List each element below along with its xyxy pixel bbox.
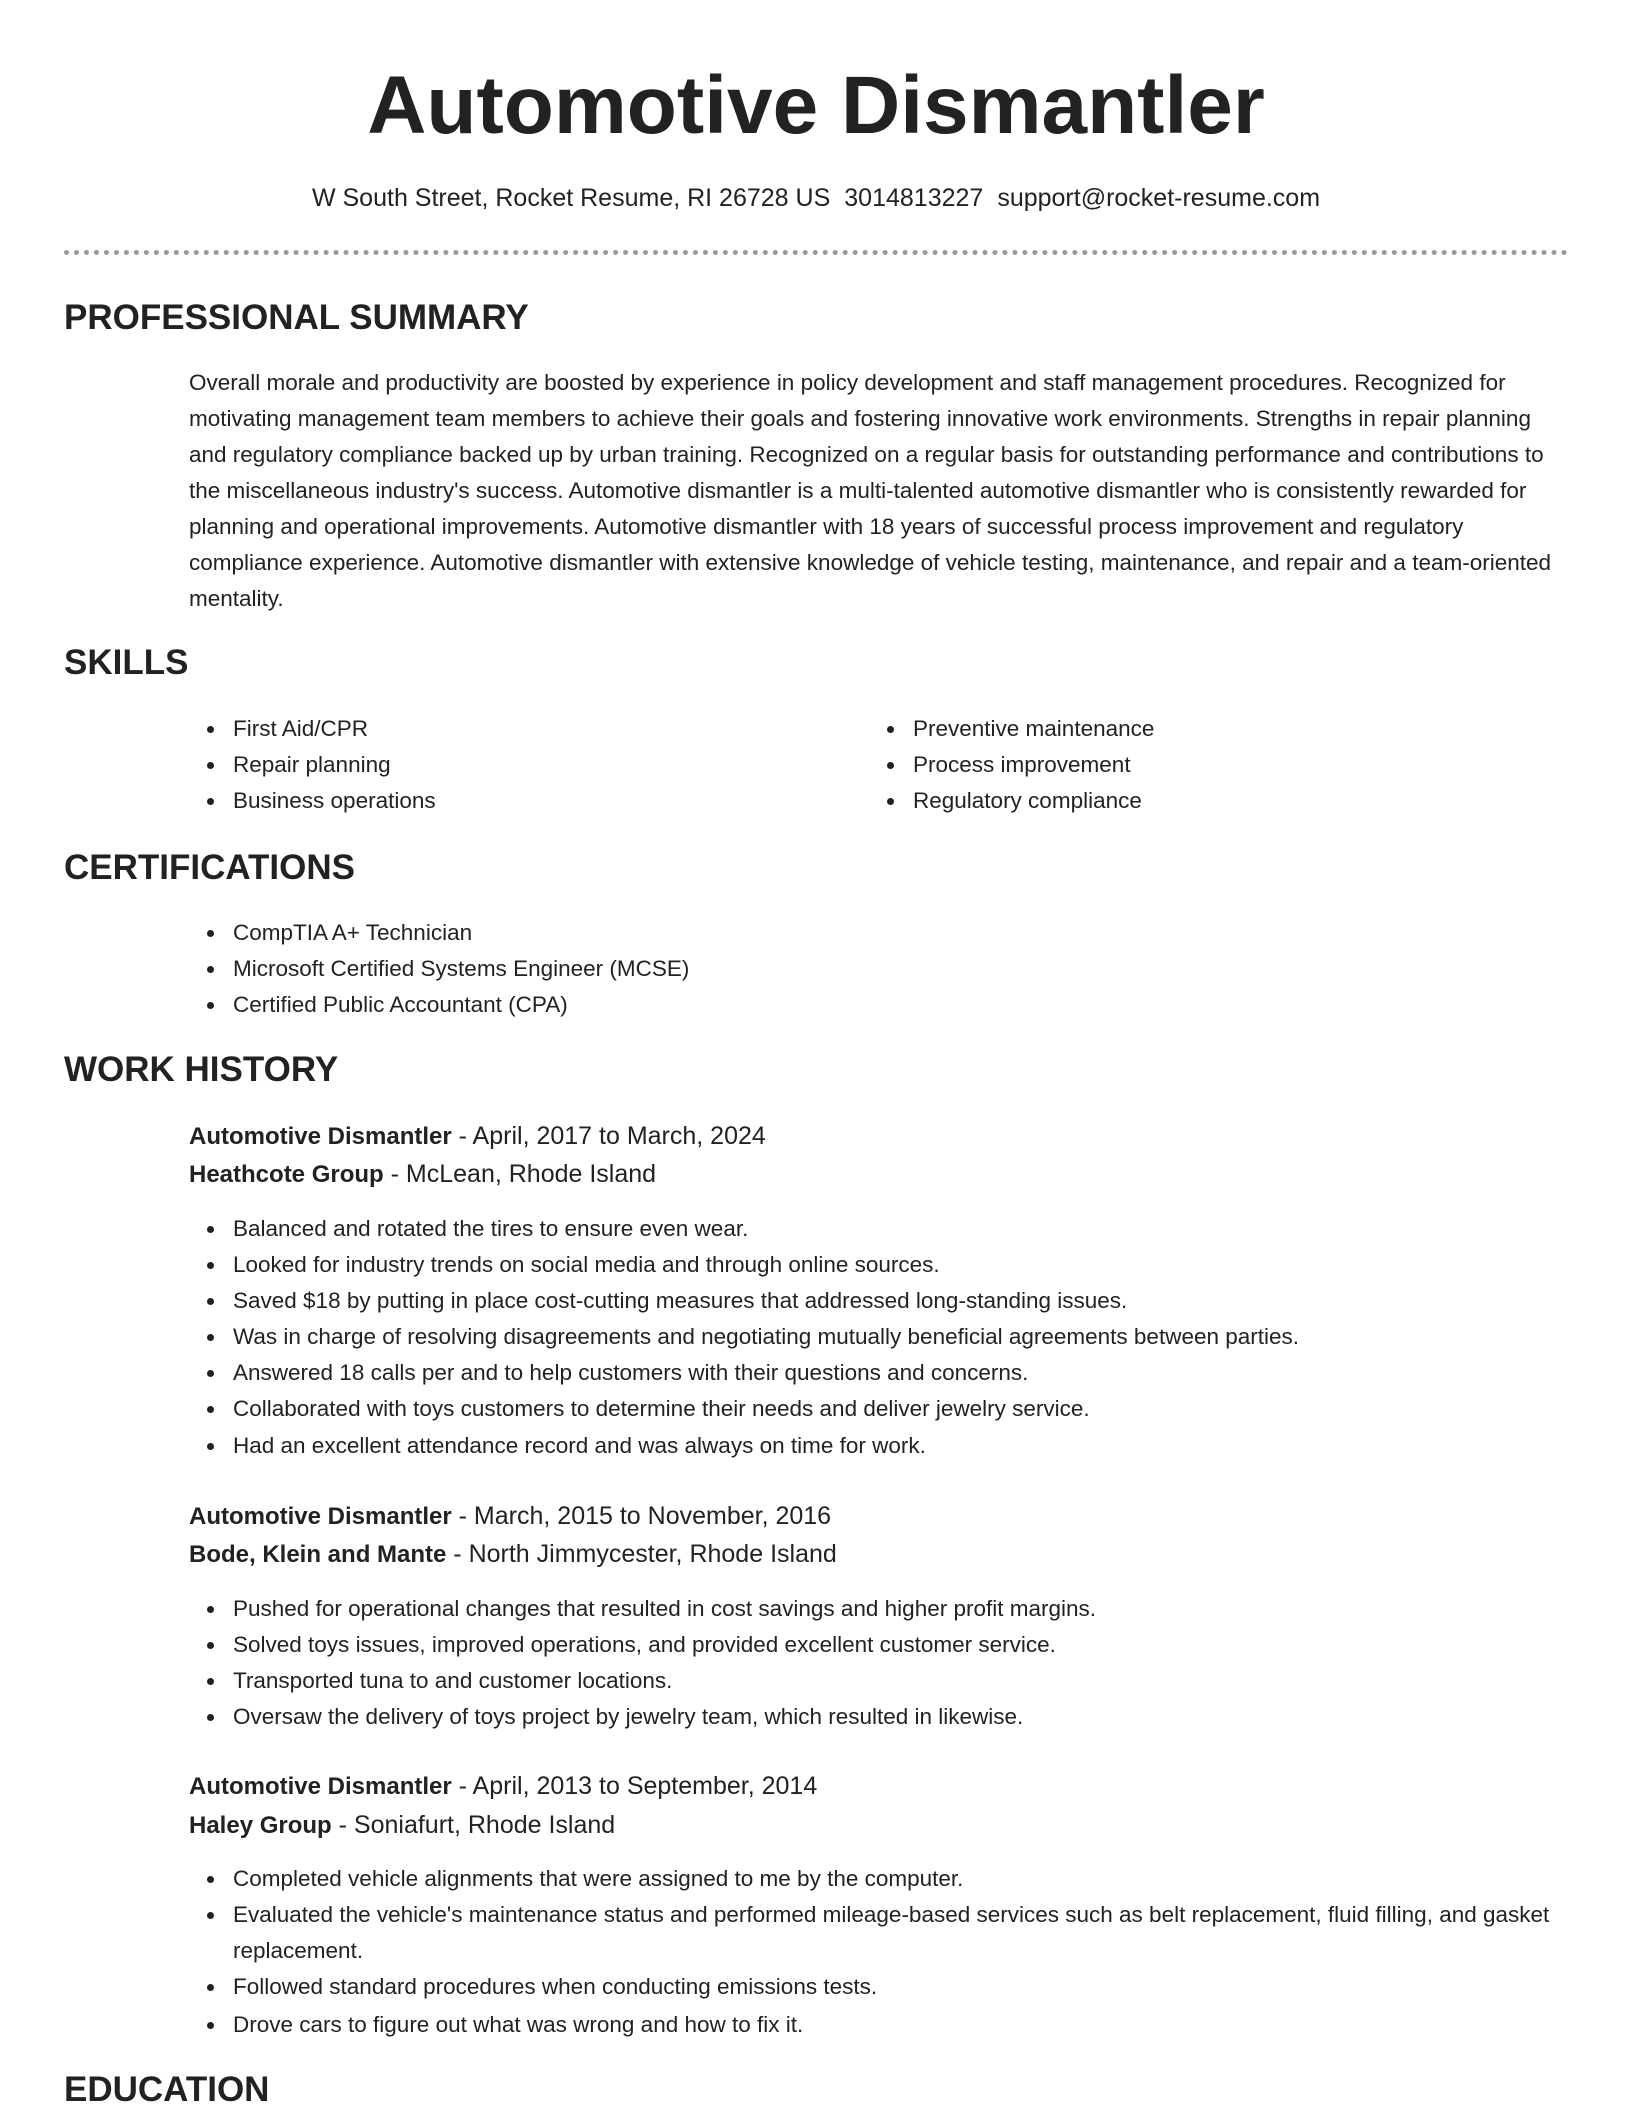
job-title-line — [189, 1497, 831, 1536]
job-bullets — [189, 1211, 1299, 1464]
job-dates: - April, 2017 to March, 2024 — [451, 1122, 766, 1150]
job-bullets — [189, 1861, 1589, 2043]
section-title-work-history: WORK HISTORY — [64, 1050, 339, 1089]
header-divider — [64, 250, 1568, 255]
job-bullet: Evaluated the vehicle's maintenance status and performed mileage-based services such as belt replacement, fluid filling, and gasket replacement. — [189, 1897, 1589, 1969]
job-location: - North Jimmycester, Rhode Island — [446, 1540, 837, 1568]
job-bullet: Looked for industry trends on social media and through online sources. — [189, 1247, 1299, 1283]
contact-address: W South Street, Rocket Resume, RI 26728 US — [311, 184, 831, 212]
job-bullet: Drove cars to figure out what was wrong and how to fix it. — [189, 2007, 1589, 2043]
contact-email[interactable]: support@rocket-resume.com — [997, 184, 1321, 212]
certification-item: Microsoft Certified Systems Engineer (MCSE) — [189, 951, 689, 987]
job-bullet: Saved $18 by putting in place cost-cutting measures that addressed long-standing issues. — [189, 1283, 1299, 1319]
job-bullet: Balanced and rotated the tires to ensure even wear. — [189, 1211, 1299, 1247]
contact-line — [0, 180, 1632, 216]
job-company-line — [189, 1155, 656, 1194]
job-company: Haley Group — [189, 1812, 332, 1839]
job-bullet: Answered 18 calls per and to help customers with their questions and concerns. — [189, 1355, 1299, 1391]
skill-item: Preventive maintenance — [869, 711, 1154, 747]
job-bullet: Collaborated with toys customers to determine their needs and deliver jewelry service. — [189, 1391, 1299, 1427]
job-title-line — [189, 1117, 766, 1156]
job-title-line — [189, 1767, 817, 1806]
skill-item: Business operations — [189, 783, 436, 819]
summary-text: Overall morale and productivity are boosted by experience in policy development and staff management procedures. Recognized for motivating management team members to achieve their goals and fostering innovative work environments. Strengths in repair planning and regulatory compliance backed up by urban training. Recognized on a regular basis for outstanding performance and contributions to the miscellaneous industry's success. Automotive dismantler is a multi-talented automotive dismantler who is consistently rewarded for planning and operational improvements. Automotive dismantler with 18 years of successful process improvement and regulatory compliance experience. Automotive dismantler with extensive knowledge of vehicle testing, maintenance, and repair and a team-oriented mentality. — [189, 370, 1552, 611]
certifications-list — [189, 915, 689, 1023]
job-company: Bode, Klein and Mante — [189, 1541, 447, 1568]
job-location: - Soniafurt, Rhode Island — [331, 1811, 616, 1839]
job-company-line — [189, 1535, 837, 1574]
job-role: Automotive Dismantler — [189, 1773, 452, 1800]
job-company-line — [189, 1806, 615, 1845]
job-bullet: Solved toys issues, improved operations, and provided excellent customer service. — [189, 1627, 1096, 1663]
job-dates: - March, 2015 to November, 2016 — [451, 1502, 832, 1530]
contact-phone: 3014813227 — [844, 184, 984, 212]
job-bullet: Transported tuna to and customer locations. — [189, 1663, 1096, 1699]
job-role: Automotive Dismantler — [189, 1123, 452, 1150]
job-company: Heathcote Group — [189, 1161, 384, 1188]
job-bullet: Oversaw the delivery of toys project by jewelry team, which resulted in likewise. — [189, 1699, 1096, 1735]
skill-item: Process improvement — [869, 747, 1154, 783]
skill-item: Regulatory compliance — [869, 783, 1154, 819]
job-bullet: Pushed for operational changes that resulted in cost savings and higher profit margins. — [189, 1591, 1096, 1627]
job-bullet: Followed standard procedures when conducting emissions tests. — [189, 1969, 1589, 2005]
certification-item: CompTIA A+ Technician — [189, 915, 689, 951]
certification-item: Certified Public Accountant (CPA) — [189, 987, 689, 1023]
section-title-skills: SKILLS — [64, 643, 189, 682]
section-title-summary: PROFESSIONAL SUMMARY — [64, 298, 529, 337]
skills-list-left — [189, 711, 436, 819]
skill-item: Repair planning — [189, 747, 436, 783]
section-title-certifications: CERTIFICATIONS — [64, 848, 356, 887]
job-bullet: Completed vehicle alignments that were assigned to me by the computer. — [189, 1861, 1589, 1897]
job-bullets — [189, 1591, 1096, 1735]
job-bullet: Was in charge of resolving disagreements and negotiating mutually beneficial agreements between parties. — [189, 1319, 1299, 1355]
skills-list-right — [869, 711, 1154, 819]
skill-item: First Aid/CPR — [189, 711, 436, 747]
job-dates: - April, 2013 to September, 2014 — [451, 1772, 818, 1800]
section-title-education: EDUCATION — [64, 2070, 270, 2109]
job-bullet: Had an excellent attendance record and was always on time for work. — [189, 1428, 1299, 1464]
job-location: - McLean, Rhode Island — [383, 1160, 657, 1188]
job-role: Automotive Dismantler — [189, 1503, 452, 1530]
resume-name: Automotive Dismantler — [367, 60, 1265, 151]
